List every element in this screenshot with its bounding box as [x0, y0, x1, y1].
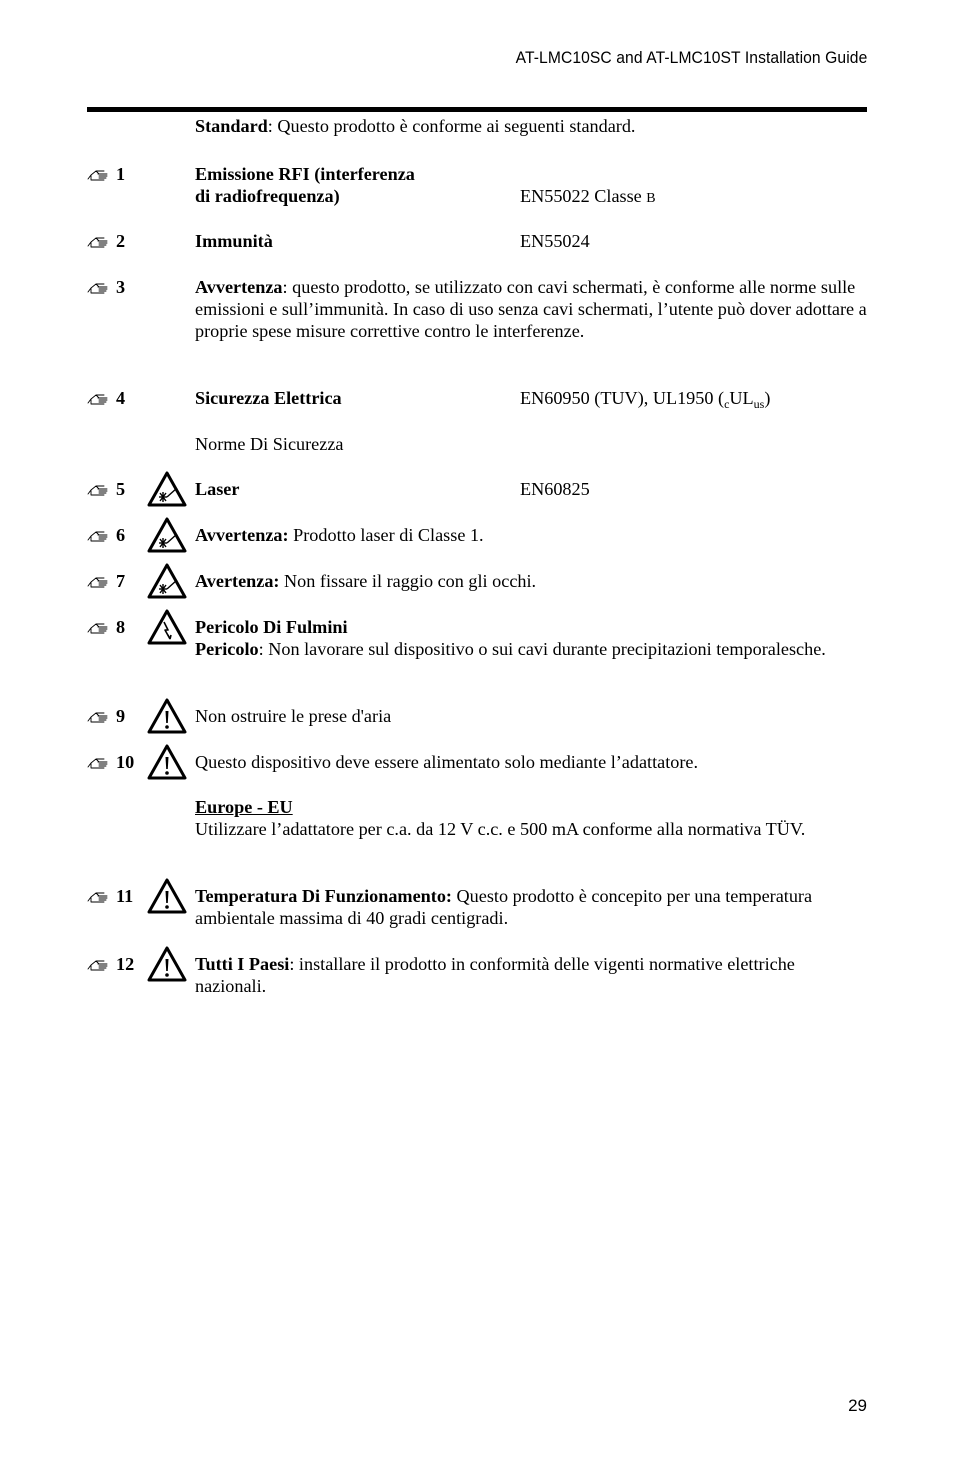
pointing-hand-icon	[87, 756, 111, 770]
item-marker: 1	[87, 163, 125, 185]
exclamation-warning-icon	[147, 744, 187, 780]
item-label: Emissione RFI (interferenza di radiofrequenza)	[195, 164, 415, 206]
exclamation-warning-icon	[147, 698, 187, 734]
item-label: Sicurezza Elettrica	[195, 388, 342, 408]
item-marker: 12	[87, 953, 134, 975]
pointing-hand-icon	[87, 575, 111, 589]
pointing-hand-icon	[87, 168, 111, 182]
exclamation-warning-icon	[147, 946, 187, 982]
running-header: AT-LMC10SC and AT-LMC10ST Installation Guide	[515, 48, 867, 67]
item-text: Avvertenza: questo prodotto, se utilizzato con cavi schermati, è conforme alle norme sulle emissioni e sull’immunità. In caso di uso senza cavi schermati, l’utente può dover adottare a proprie spese misure correttive contro le interferenze.	[195, 277, 867, 341]
item-marker: 7	[87, 570, 125, 592]
item-marker: 8	[87, 616, 125, 638]
item-value: EN55024	[520, 231, 590, 251]
header-rule	[87, 107, 867, 112]
laser-warning-icon	[147, 563, 187, 599]
item-text: Questo dispositivo deve essere alimentato solo mediante l’adattatore.	[195, 752, 699, 772]
item-text: Pericolo Di Fulmini Pericolo: Non lavorare sul dispositivo o sui cavi durante precipitazioni temporalesche.	[195, 617, 826, 659]
item-marker: 6	[87, 524, 125, 546]
item-marker: 2	[87, 230, 125, 252]
item-marker: 3	[87, 276, 125, 298]
item-text: Avertenza: Non fissare il raggio con gli occhi.	[195, 571, 537, 591]
pointing-hand-icon	[87, 958, 111, 972]
item-value: EN60950 (TUV), UL1950 $(_cUL_{us})$	[520, 388, 771, 411]
pointing-hand-icon	[87, 483, 111, 497]
item-label: Immunità	[195, 231, 273, 251]
europe-text: Utilizzare l’adattatore per c.a. da 12 V c.c. e 500 mA conforme alla normativa TÜV.	[195, 819, 806, 839]
item-text: Temperatura Di Funzionamento: Questo prodotto è concepito per una temperatura ambientale massima di 40 gradi centigradi.	[195, 886, 813, 928]
laser-warning-icon	[147, 517, 187, 553]
item-marker: 10	[87, 751, 134, 773]
pointing-hand-icon	[87, 281, 111, 295]
electrical-hazard-icon	[147, 609, 187, 645]
page-number: 29	[848, 1396, 867, 1415]
item-label: Laser	[195, 479, 240, 499]
pointing-hand-icon	[87, 710, 111, 724]
pointing-hand-icon	[87, 890, 111, 904]
europe-heading: Europe - EU	[195, 797, 293, 817]
item-marker: 4	[87, 387, 125, 409]
item-marker: 9	[87, 705, 125, 727]
pointing-hand-icon	[87, 392, 111, 406]
exclamation-warning-icon	[147, 878, 187, 914]
item-text: Tutti I Paesi: installare il prodotto in conformità delle vigenti normative elettriche nazionali.	[195, 954, 795, 996]
item-value: EN55022 Classe B	[520, 186, 656, 206]
item-text: Non ostruire le prese d'aria	[195, 706, 392, 726]
item-marker: 5	[87, 478, 125, 500]
pointing-hand-icon	[87, 529, 111, 543]
item-text: Avvertenza: Prodotto laser di Classe 1.	[195, 525, 484, 545]
item-marker: 11	[87, 885, 133, 907]
pointing-hand-icon	[87, 235, 111, 249]
item-value: EN60825	[520, 479, 590, 499]
pointing-hand-icon	[87, 621, 111, 635]
laser-warning-icon	[147, 471, 187, 507]
